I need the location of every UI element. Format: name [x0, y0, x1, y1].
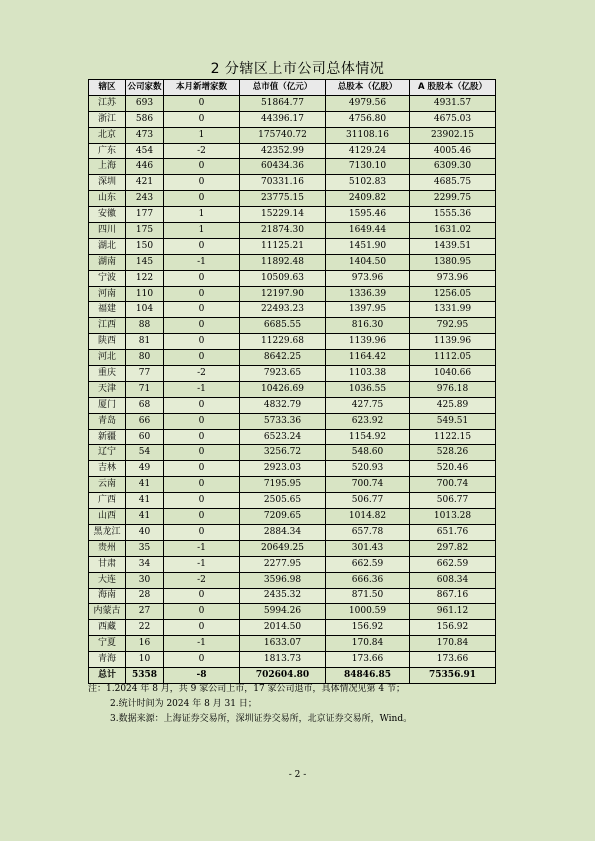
cell-new-this-month: 0 [164, 350, 240, 366]
cell-market-cap: 3596.98 [240, 572, 326, 588]
cell-a-shares: 700.74 [410, 477, 496, 493]
cell-region: 辽宁 [89, 445, 126, 461]
table-row [89, 191, 496, 207]
cell-market-cap: 11892.48 [240, 254, 326, 270]
cell-company-count: 243 [126, 191, 164, 207]
cell-market-cap: 5733.36 [240, 413, 326, 429]
cell-company-count: 122 [126, 270, 164, 286]
cell-region: 湖南 [89, 254, 126, 270]
cell-a-shares: 2299.75 [410, 191, 496, 207]
cell-region: 山东 [89, 191, 126, 207]
cell-region: 大连 [89, 572, 126, 588]
cell-a-shares: 4931.57 [410, 95, 496, 111]
table-row [89, 127, 496, 143]
table-row [89, 477, 496, 493]
cell-a-shares: 867.16 [410, 588, 496, 604]
cell-company-count: 66 [126, 413, 164, 429]
cell-total-shares: 623.92 [326, 413, 410, 429]
cell-company-count: 454 [126, 143, 164, 159]
cell-total-shares: 1336.39 [326, 286, 410, 302]
cell-total-shares: 31108.16 [326, 127, 410, 143]
table-header-row [89, 80, 496, 96]
cell-region: 江西 [89, 318, 126, 334]
header-total-shares: 总股本（亿股） [326, 80, 410, 96]
cell-region: 海南 [89, 588, 126, 604]
cell-new-this-month: 0 [164, 413, 240, 429]
cell-a-shares: 1139.96 [410, 334, 496, 350]
cell-total-shares: 1014.82 [326, 509, 410, 525]
cell-region: 西藏 [89, 620, 126, 636]
header-company-count: 公司家数 [126, 80, 164, 96]
table-body [89, 95, 496, 683]
footnotes [88, 682, 528, 727]
cell-a-shares: 1555.36 [410, 207, 496, 223]
cell-market-cap: 12197.90 [240, 286, 326, 302]
cell-company-count: 145 [126, 254, 164, 270]
table-row [89, 143, 496, 159]
cell-market-cap: 1633.07 [240, 636, 326, 652]
cell-a-shares: 1631.02 [410, 223, 496, 239]
cell-a-shares: 23902.15 [410, 127, 496, 143]
cell-new-this-month: 0 [164, 652, 240, 668]
listed-companies-table [88, 79, 496, 684]
cell-region: 浙江 [89, 111, 126, 127]
footnote-2: 2.统计时间为 2024 年 8 月 31 日； [110, 699, 257, 709]
cell-market-cap: 6685.55 [240, 318, 326, 334]
cell-new-this-month: 1 [164, 127, 240, 143]
header-new-this-month: 本月新增家数 [164, 80, 240, 96]
cell-company-count: 150 [126, 238, 164, 254]
cell-a-shares: 961.12 [410, 604, 496, 620]
cell-a-shares: 1331.99 [410, 302, 496, 318]
cell-a-shares: 976.18 [410, 381, 496, 397]
cell-total-shares: 170.84 [326, 636, 410, 652]
cell-total-shares: 1404.50 [326, 254, 410, 270]
cell-market-cap: 22493.23 [240, 302, 326, 318]
table-row [89, 318, 496, 334]
cell-total-shares: 700.74 [326, 477, 410, 493]
header-market-cap: 总市值（亿元） [240, 80, 326, 96]
cell-market-cap: 21874.30 [240, 223, 326, 239]
cell-new-this-month: -1 [164, 254, 240, 270]
cell-a-shares: 549.51 [410, 413, 496, 429]
cell-region: 广西 [89, 493, 126, 509]
cell-market-cap: 2923.03 [240, 461, 326, 477]
cell-total-shares: 816.30 [326, 318, 410, 334]
cell-region: 贵州 [89, 540, 126, 556]
cell-region: 陕西 [89, 334, 126, 350]
cell-company-count: 28 [126, 588, 164, 604]
cell-total-shares: 173.66 [326, 652, 410, 668]
cell-a-shares: 651.76 [410, 524, 496, 540]
cell-region: 黑龙江 [89, 524, 126, 540]
cell-new-this-month: -1 [164, 556, 240, 572]
cell-region: 云南 [89, 477, 126, 493]
cell-region: 上海 [89, 159, 126, 175]
cell-total-shares: 1154.92 [326, 429, 410, 445]
cell-new-this-month: 0 [164, 238, 240, 254]
cell-company-count: 22 [126, 620, 164, 636]
cell-total-shares: 520.93 [326, 461, 410, 477]
cell-a-shares: 173.66 [410, 652, 496, 668]
cell-market-cap: 3256.72 [240, 445, 326, 461]
table-row [89, 493, 496, 509]
cell-new-this-month: 0 [164, 302, 240, 318]
cell-market-cap: 2435.32 [240, 588, 326, 604]
footnote-1: 注：1.2024 年 8 月，共 9 家公司上市，17 家公司退市，具体情况见第 4 节； [88, 684, 406, 694]
cell-market-cap: 11229.68 [240, 334, 326, 350]
cell-a-shares: 506.77 [410, 493, 496, 509]
cell-total-shares: 1595.46 [326, 207, 410, 223]
cell-new-this-month: 0 [164, 588, 240, 604]
cell-company-count: 110 [126, 286, 164, 302]
table-row [89, 397, 496, 413]
cell-total-shares: 1397.95 [326, 302, 410, 318]
cell-region: 湖北 [89, 238, 126, 254]
cell-new-this-month: 0 [164, 270, 240, 286]
table-row [89, 223, 496, 239]
cell-total-shares: 301.43 [326, 540, 410, 556]
table-row [89, 175, 496, 191]
cell-a-shares: 1040.66 [410, 366, 496, 382]
cell-market-cap: 51864.77 [240, 95, 326, 111]
cell-company-count: 80 [126, 350, 164, 366]
cell-market-cap: 2505.65 [240, 493, 326, 509]
cell-a-shares: 662.59 [410, 556, 496, 572]
cell-a-shares: 170.84 [410, 636, 496, 652]
table-row [89, 302, 496, 318]
cell-company-count: 41 [126, 509, 164, 525]
cell-company-count: 41 [126, 477, 164, 493]
cell-region: 河北 [89, 350, 126, 366]
cell-new-this-month: 0 [164, 95, 240, 111]
cell-company-count: 5358 [126, 667, 164, 683]
cell-total-shares: 2409.82 [326, 191, 410, 207]
cell-market-cap: 23775.15 [240, 191, 326, 207]
table-row [89, 270, 496, 286]
cell-new-this-month: 0 [164, 461, 240, 477]
table-row [89, 350, 496, 366]
cell-total-shares: 657.78 [326, 524, 410, 540]
table-row [89, 207, 496, 223]
cell-a-shares: 1256.05 [410, 286, 496, 302]
table-row [89, 95, 496, 111]
cell-a-shares: 528.26 [410, 445, 496, 461]
cell-total-shares: 1164.42 [326, 350, 410, 366]
cell-region: 北京 [89, 127, 126, 143]
cell-market-cap: 4832.79 [240, 397, 326, 413]
cell-region: 青海 [89, 652, 126, 668]
cell-market-cap: 702604.80 [240, 667, 326, 683]
cell-a-shares: 4005.46 [410, 143, 496, 159]
cell-new-this-month: 0 [164, 524, 240, 540]
table-row [89, 636, 496, 652]
cell-market-cap: 15229.14 [240, 207, 326, 223]
cell-market-cap: 175740.72 [240, 127, 326, 143]
cell-market-cap: 10509.63 [240, 270, 326, 286]
cell-a-shares: 156.92 [410, 620, 496, 636]
cell-new-this-month: 0 [164, 318, 240, 334]
cell-company-count: 586 [126, 111, 164, 127]
cell-a-shares: 1122.15 [410, 429, 496, 445]
header-a-shares: A 股股本（亿股） [410, 80, 496, 96]
cell-region: 福建 [89, 302, 126, 318]
cell-company-count: 175 [126, 223, 164, 239]
cell-new-this-month: 0 [164, 620, 240, 636]
cell-new-this-month: -8 [164, 667, 240, 683]
table-row [89, 238, 496, 254]
table-row [89, 604, 496, 620]
cell-a-shares: 297.82 [410, 540, 496, 556]
table-row [89, 111, 496, 127]
cell-company-count: 77 [126, 366, 164, 382]
cell-market-cap: 7209.65 [240, 509, 326, 525]
cell-new-this-month: -1 [164, 381, 240, 397]
cell-new-this-month: -2 [164, 366, 240, 382]
page-title: 2 分辖区上市公司总体情况 [210, 61, 385, 77]
cell-market-cap: 11125.21 [240, 238, 326, 254]
cell-new-this-month: 0 [164, 286, 240, 302]
cell-a-shares: 608.34 [410, 572, 496, 588]
cell-new-this-month: 0 [164, 493, 240, 509]
cell-market-cap: 5994.26 [240, 604, 326, 620]
table-row [89, 588, 496, 604]
cell-company-count: 81 [126, 334, 164, 350]
cell-new-this-month: -2 [164, 572, 240, 588]
cell-company-count: 177 [126, 207, 164, 223]
cell-total-shares: 1000.59 [326, 604, 410, 620]
cell-region: 河南 [89, 286, 126, 302]
cell-company-count: 446 [126, 159, 164, 175]
cell-new-this-month: 1 [164, 207, 240, 223]
table-row [89, 556, 496, 572]
cell-company-count: 27 [126, 604, 164, 620]
table-row [89, 429, 496, 445]
table-row [89, 572, 496, 588]
table-row [89, 620, 496, 636]
cell-a-shares: 4685.75 [410, 175, 496, 191]
table-row [89, 524, 496, 540]
cell-market-cap: 7195.95 [240, 477, 326, 493]
cell-total-shares: 4979.56 [326, 95, 410, 111]
cell-company-count: 68 [126, 397, 164, 413]
cell-market-cap: 60434.36 [240, 159, 326, 175]
cell-a-shares: 520.46 [410, 461, 496, 477]
cell-a-shares: 1380.95 [410, 254, 496, 270]
table-row [89, 413, 496, 429]
cell-market-cap: 42352.99 [240, 143, 326, 159]
cell-total-shares: 973.96 [326, 270, 410, 286]
cell-market-cap: 6523.24 [240, 429, 326, 445]
cell-new-this-month: 0 [164, 509, 240, 525]
cell-total-shares: 666.36 [326, 572, 410, 588]
table-row [89, 381, 496, 397]
cell-company-count: 30 [126, 572, 164, 588]
cell-region: 厦门 [89, 397, 126, 413]
cell-new-this-month: -1 [164, 636, 240, 652]
table-row [89, 652, 496, 668]
table-row [89, 461, 496, 477]
cell-new-this-month: 0 [164, 175, 240, 191]
cell-new-this-month: 0 [164, 429, 240, 445]
cell-total-shares: 662.59 [326, 556, 410, 572]
cell-market-cap: 1813.73 [240, 652, 326, 668]
table-row [89, 366, 496, 382]
cell-company-count: 10 [126, 652, 164, 668]
cell-market-cap: 2884.34 [240, 524, 326, 540]
cell-region: 内蒙古 [89, 604, 126, 620]
cell-company-count: 104 [126, 302, 164, 318]
cell-total-shares: 427.75 [326, 397, 410, 413]
cell-company-count: 473 [126, 127, 164, 143]
cell-market-cap: 44396.17 [240, 111, 326, 127]
cell-total-shares: 1451.90 [326, 238, 410, 254]
cell-company-count: 693 [126, 95, 164, 111]
cell-new-this-month: 0 [164, 334, 240, 350]
cell-total-shares: 4756.80 [326, 111, 410, 127]
cell-market-cap: 10426.69 [240, 381, 326, 397]
cell-a-shares: 1112.05 [410, 350, 496, 366]
cell-company-count: 88 [126, 318, 164, 334]
cell-new-this-month: 0 [164, 445, 240, 461]
cell-region: 甘肃 [89, 556, 126, 572]
table-row [89, 254, 496, 270]
cell-a-shares: 75356.91 [410, 667, 496, 683]
cell-region: 宁波 [89, 270, 126, 286]
table-row [89, 445, 496, 461]
cell-company-count: 49 [126, 461, 164, 477]
cell-total-shares: 7130.10 [326, 159, 410, 175]
cell-region: 深圳 [89, 175, 126, 191]
cell-new-this-month: 0 [164, 111, 240, 127]
cell-region: 山西 [89, 509, 126, 525]
cell-a-shares: 1013.28 [410, 509, 496, 525]
cell-total-shares: 5102.83 [326, 175, 410, 191]
cell-region: 广东 [89, 143, 126, 159]
cell-a-shares: 425.89 [410, 397, 496, 413]
table-row [89, 159, 496, 175]
cell-total-shares: 1139.96 [326, 334, 410, 350]
cell-market-cap: 2277.95 [240, 556, 326, 572]
cell-company-count: 421 [126, 175, 164, 191]
table-row [89, 334, 496, 350]
cell-new-this-month: 1 [164, 223, 240, 239]
table-row [89, 509, 496, 525]
cell-region: 总计 [89, 667, 126, 683]
cell-company-count: 34 [126, 556, 164, 572]
cell-region: 天津 [89, 381, 126, 397]
cell-region: 重庆 [89, 366, 126, 382]
cell-company-count: 40 [126, 524, 164, 540]
cell-total-shares: 84846.85 [326, 667, 410, 683]
cell-region: 四川 [89, 223, 126, 239]
table-row [89, 286, 496, 302]
cell-company-count: 60 [126, 429, 164, 445]
cell-total-shares: 1103.38 [326, 366, 410, 382]
cell-new-this-month: -2 [164, 143, 240, 159]
cell-market-cap: 8642.25 [240, 350, 326, 366]
cell-total-shares: 4129.24 [326, 143, 410, 159]
footnote-3: 3.数据来源：上海证券交易所，深圳证券交易所，北京证券交易所，Wind。 [110, 714, 413, 724]
cell-market-cap: 20649.25 [240, 540, 326, 556]
cell-a-shares: 973.96 [410, 270, 496, 286]
cell-new-this-month: -1 [164, 540, 240, 556]
cell-company-count: 71 [126, 381, 164, 397]
cell-region: 安徽 [89, 207, 126, 223]
cell-market-cap: 7923.65 [240, 366, 326, 382]
table-row [89, 540, 496, 556]
cell-total-shares: 1649.44 [326, 223, 410, 239]
cell-company-count: 16 [126, 636, 164, 652]
cell-new-this-month: 0 [164, 477, 240, 493]
cell-region: 宁夏 [89, 636, 126, 652]
cell-a-shares: 4675.03 [410, 111, 496, 127]
cell-total-shares: 1036.55 [326, 381, 410, 397]
page-number: - 2 - [288, 770, 307, 780]
header-region: 辖区 [89, 80, 126, 96]
cell-market-cap: 70331.16 [240, 175, 326, 191]
cell-region: 青岛 [89, 413, 126, 429]
cell-a-shares: 1439.51 [410, 238, 496, 254]
table-total-row [89, 667, 496, 683]
cell-a-shares: 6309.30 [410, 159, 496, 175]
cell-company-count: 41 [126, 493, 164, 509]
cell-total-shares: 548.60 [326, 445, 410, 461]
cell-new-this-month: 0 [164, 397, 240, 413]
cell-region: 江苏 [89, 95, 126, 111]
cell-total-shares: 506.77 [326, 493, 410, 509]
cell-market-cap: 2014.50 [240, 620, 326, 636]
cell-total-shares: 156.92 [326, 620, 410, 636]
cell-company-count: 54 [126, 445, 164, 461]
cell-new-this-month: 0 [164, 604, 240, 620]
cell-a-shares: 792.95 [410, 318, 496, 334]
cell-region: 吉林 [89, 461, 126, 477]
cell-new-this-month: 0 [164, 159, 240, 175]
cell-new-this-month: 0 [164, 191, 240, 207]
cell-company-count: 35 [126, 540, 164, 556]
cell-total-shares: 871.50 [326, 588, 410, 604]
cell-region: 新疆 [89, 429, 126, 445]
